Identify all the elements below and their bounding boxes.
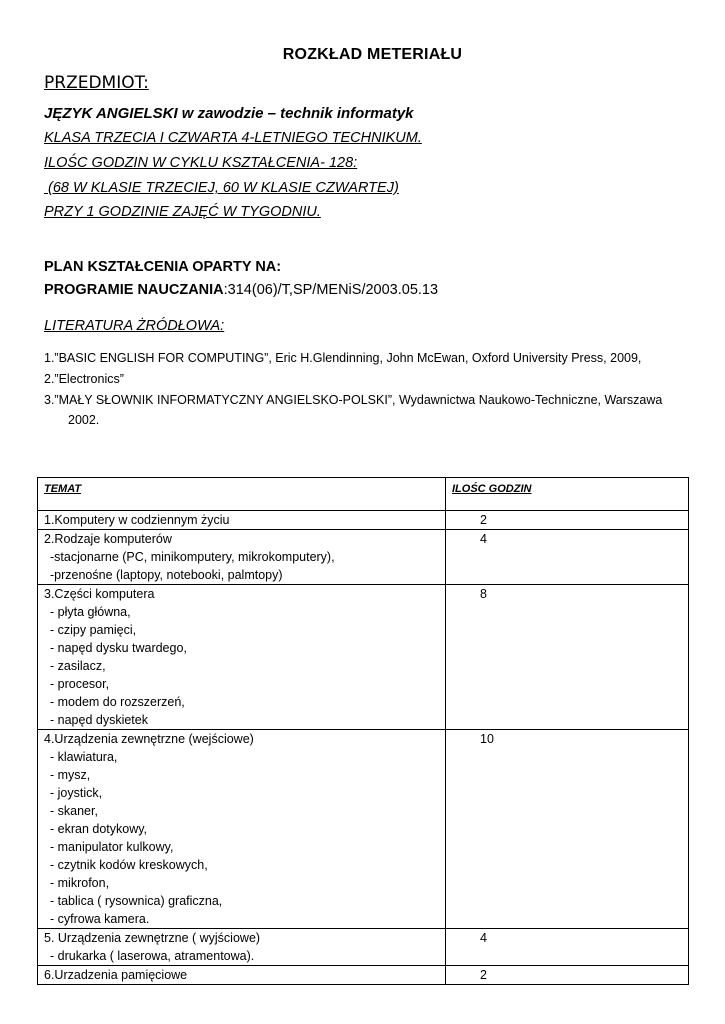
topic-subitem: - napęd dysku twardego, (50, 641, 187, 655)
literature-item-continued: 2002. (68, 413, 100, 427)
hours-value: 10 (480, 732, 494, 746)
topic-subitem: -przenośne (laptopy, notebooki, palmtopy) (50, 568, 283, 582)
table-row (38, 585, 689, 730)
program-label: PROGRAMIE NAUCZANIA (44, 282, 224, 298)
topic-subitem: - czipy pamięci, (50, 623, 137, 637)
column-header-topic: TEMAT (44, 483, 82, 495)
topic-subitem: - joystick, (50, 786, 103, 800)
table-row (38, 530, 689, 585)
column-header-hours: ILOŚC GODZIN (452, 483, 532, 495)
program-line (44, 282, 438, 298)
topic-subitem: - mikrofon, (50, 876, 110, 890)
topic-subitem: - płyta główna, (50, 605, 131, 619)
topic-subitem: - mysz, (50, 768, 91, 782)
program-code: :314(06)/T,SP/MENiS/2003.05.13 (223, 282, 439, 298)
topic-subitem: - manipulator kulkowy, (50, 840, 174, 854)
topic-title: 5. Urządzenia zewnętrzne ( wyjściowe) (44, 931, 261, 945)
table-row (38, 511, 689, 530)
topic-title: 2.Rodzaje komputerów (44, 532, 172, 546)
document-title: ROZKŁAD METERIAŁU (282, 46, 463, 63)
topic-title: 4.Urządzenia zewnętrzne (wejściowe) (44, 732, 254, 746)
topic-subitem: - cyfrowa kamera. (50, 912, 150, 926)
topic-subitem: -stacjonarne (PC, minikomputery, mikrokomputery), (50, 550, 335, 564)
subject-hours-split: (68 W KLASIE TRZECIEJ, 60 W KLASIE CZWARTEJ) (44, 180, 399, 196)
literature-item: 2.”Electronics” (44, 372, 124, 386)
subject-name: JĘZYK ANGIELSKI w zawodzie – technik informatyk (44, 105, 414, 122)
hours-value: 2 (480, 513, 487, 527)
topic-subitem: - skaner, (50, 804, 98, 818)
literature-heading: LITERATURA ŻRÓDŁOWA: (44, 318, 225, 334)
topic-subitem: - napęd dyskietek (50, 713, 148, 727)
topic-title: 6.Urzadzenia pamięciowe (44, 968, 188, 982)
plan-basis: PLAN KSZTAŁCENIA OPARTY NA: (44, 259, 282, 275)
topic-subitem: - tablica ( rysownica) graficzna, (50, 894, 223, 908)
table-header-row (38, 478, 689, 511)
topic-subitem: - ekran dotykowy, (50, 822, 148, 836)
hours-value: 4 (480, 931, 487, 945)
topic-subitem: - procesor, (50, 677, 110, 691)
subject-weekly: PRZY 1 GODZINIE ZAJĘĆ W TYGODNIU. (44, 204, 321, 220)
topic-title: 1.Komputery w codziennym życiu (44, 513, 230, 527)
curriculum-table (37, 477, 689, 985)
topic-subitem: - czytnik kodów kreskowych, (50, 858, 208, 872)
subject-hours-total: ILOŚC GODZIN W CYKLU KSZTAŁCENIA- 128: (44, 155, 358, 171)
topic-subitem: - modem do rozszerzeń, (50, 695, 185, 709)
hours-value: 8 (480, 587, 487, 601)
subject-heading: PRZEDMIOT: (44, 73, 149, 93)
topic-title: 3.Części komputera (44, 587, 155, 601)
topic-subitem: - klawiatura, (50, 750, 118, 764)
literature-item: 3.”MAŁY SŁOWNIK INFORMATYCZNY ANGIELSKO-POLSKI”, Wydawnictwa Naukowo-Techniczne, Warszawa (44, 393, 663, 407)
table-row (38, 929, 689, 966)
topic-subitem: - zasilacz, (50, 659, 106, 673)
subject-class: KLASA TRZECIA I CZWARTA 4-LETNIEGO TECHNIKUM. (44, 130, 422, 146)
hours-value: 4 (480, 532, 487, 546)
hours-value: 2 (480, 968, 487, 982)
literature-item: 1.”BASIC ENGLISH FOR COMPUTING”, Eric H.Glendinning, John McEwan, Oxford University Press, 2009, (44, 351, 642, 365)
table-row (38, 966, 689, 985)
topic-subitem: - drukarka ( laserowa, atramentowa). (50, 949, 255, 963)
table-row (38, 730, 689, 929)
